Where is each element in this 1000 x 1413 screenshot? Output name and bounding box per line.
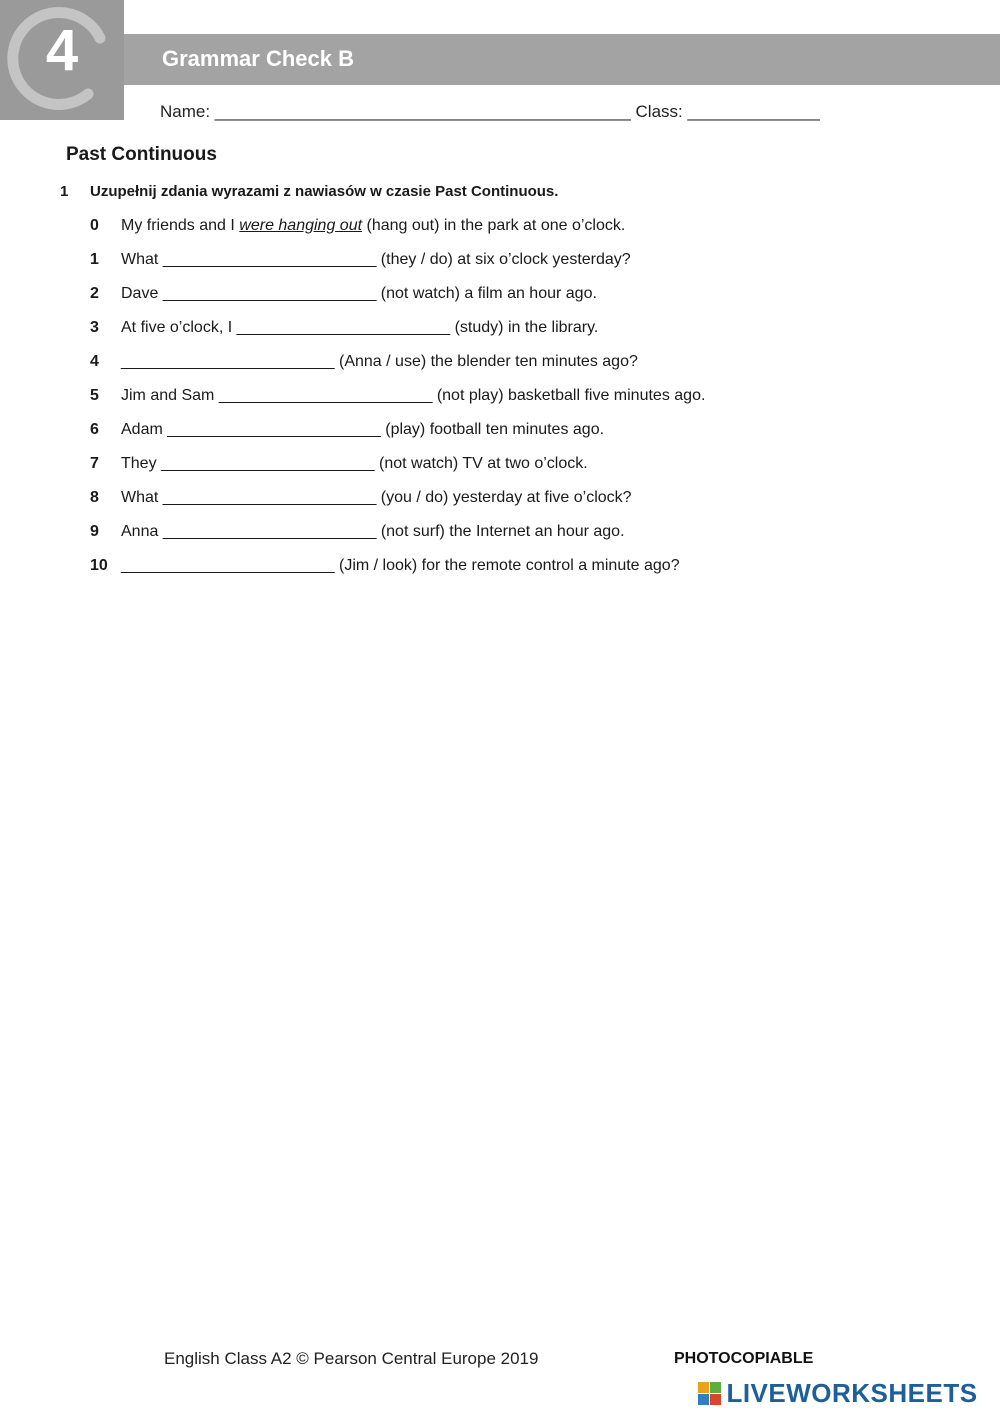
list-item[interactable]	[90, 556, 705, 590]
photocopiable-label: PHOTOCOPIABLE	[674, 1350, 814, 1367]
item-number: 8	[90, 489, 99, 506]
item-text: Dave ________________________ (not watch) a film an hour ago.	[121, 285, 597, 302]
item-number: 5	[90, 387, 99, 404]
item-text: Jim and Sam ________________________ (not play) basketball five minutes ago.	[121, 387, 706, 404]
exercise-instruction	[60, 183, 558, 200]
item-text: ________________________ (Jim / look) for the remote control a minute ago?	[121, 557, 680, 574]
liveworksheets-logo-icon	[698, 1382, 722, 1406]
name-class-field: Name: ____________________________________________ Class: ______________	[160, 102, 820, 121]
item-number: 9	[90, 523, 99, 540]
page-title: Grammar Check B	[162, 46, 354, 71]
exercise-number: 1	[60, 183, 69, 200]
copyright-footer: English Class A2 © Pearson Central Europe 2019	[164, 1349, 539, 1368]
item-number: 1	[90, 251, 99, 268]
item-number: 4	[90, 353, 99, 370]
list-item[interactable]	[90, 522, 705, 556]
list-item[interactable]	[90, 386, 705, 420]
title-bar	[124, 34, 1000, 85]
unit-number: 4	[45, 18, 79, 83]
list-item[interactable]	[90, 352, 705, 386]
instruction-text: Uzupełnij zdania wyrazami z nawiasów w czasie Past Continuous.	[90, 183, 559, 200]
unit-badge	[0, 0, 124, 120]
item-text: ________________________ (Anna / use) the blender ten minutes ago?	[121, 353, 638, 370]
item-text: They ________________________ (not watch) TV at two o’clock.	[121, 455, 588, 472]
item-text: What ________________________ (you / do) yesterday at five o’clock?	[121, 489, 632, 506]
item-text: Adam ________________________ (play) football ten minutes ago.	[121, 421, 605, 438]
item-number: 10	[90, 557, 108, 574]
item-text: Anna ________________________ (not surf) the Internet an hour ago.	[121, 523, 625, 540]
list-item[interactable]	[90, 454, 705, 488]
item-number: 6	[90, 421, 99, 438]
example-before: My friends and I	[121, 217, 240, 234]
brand-text: LIVEWORKSHEETS	[726, 1378, 978, 1408]
item-number: 3	[90, 319, 99, 336]
section-title: Past Continuous	[66, 144, 217, 165]
item-number: 0	[90, 217, 99, 234]
example-after: (hang out) in the park at one o’clock.	[362, 217, 626, 234]
example-answer: were hanging out	[239, 217, 363, 234]
item-number: 7	[90, 455, 99, 472]
list-item[interactable]	[90, 318, 705, 352]
item-number: 2	[90, 285, 99, 302]
list-item[interactable]	[90, 420, 705, 454]
exercise-items	[90, 216, 705, 590]
example-item	[90, 216, 705, 250]
list-item[interactable]	[90, 284, 705, 318]
list-item[interactable]	[90, 488, 705, 522]
item-text: At five o’clock, I ________________________ (study) in the library.	[121, 319, 599, 336]
liveworksheets-brand[interactable]	[698, 1378, 978, 1408]
list-item[interactable]	[90, 250, 705, 284]
item-text: What ________________________ (they / do) at six o’clock yesterday?	[121, 251, 631, 268]
